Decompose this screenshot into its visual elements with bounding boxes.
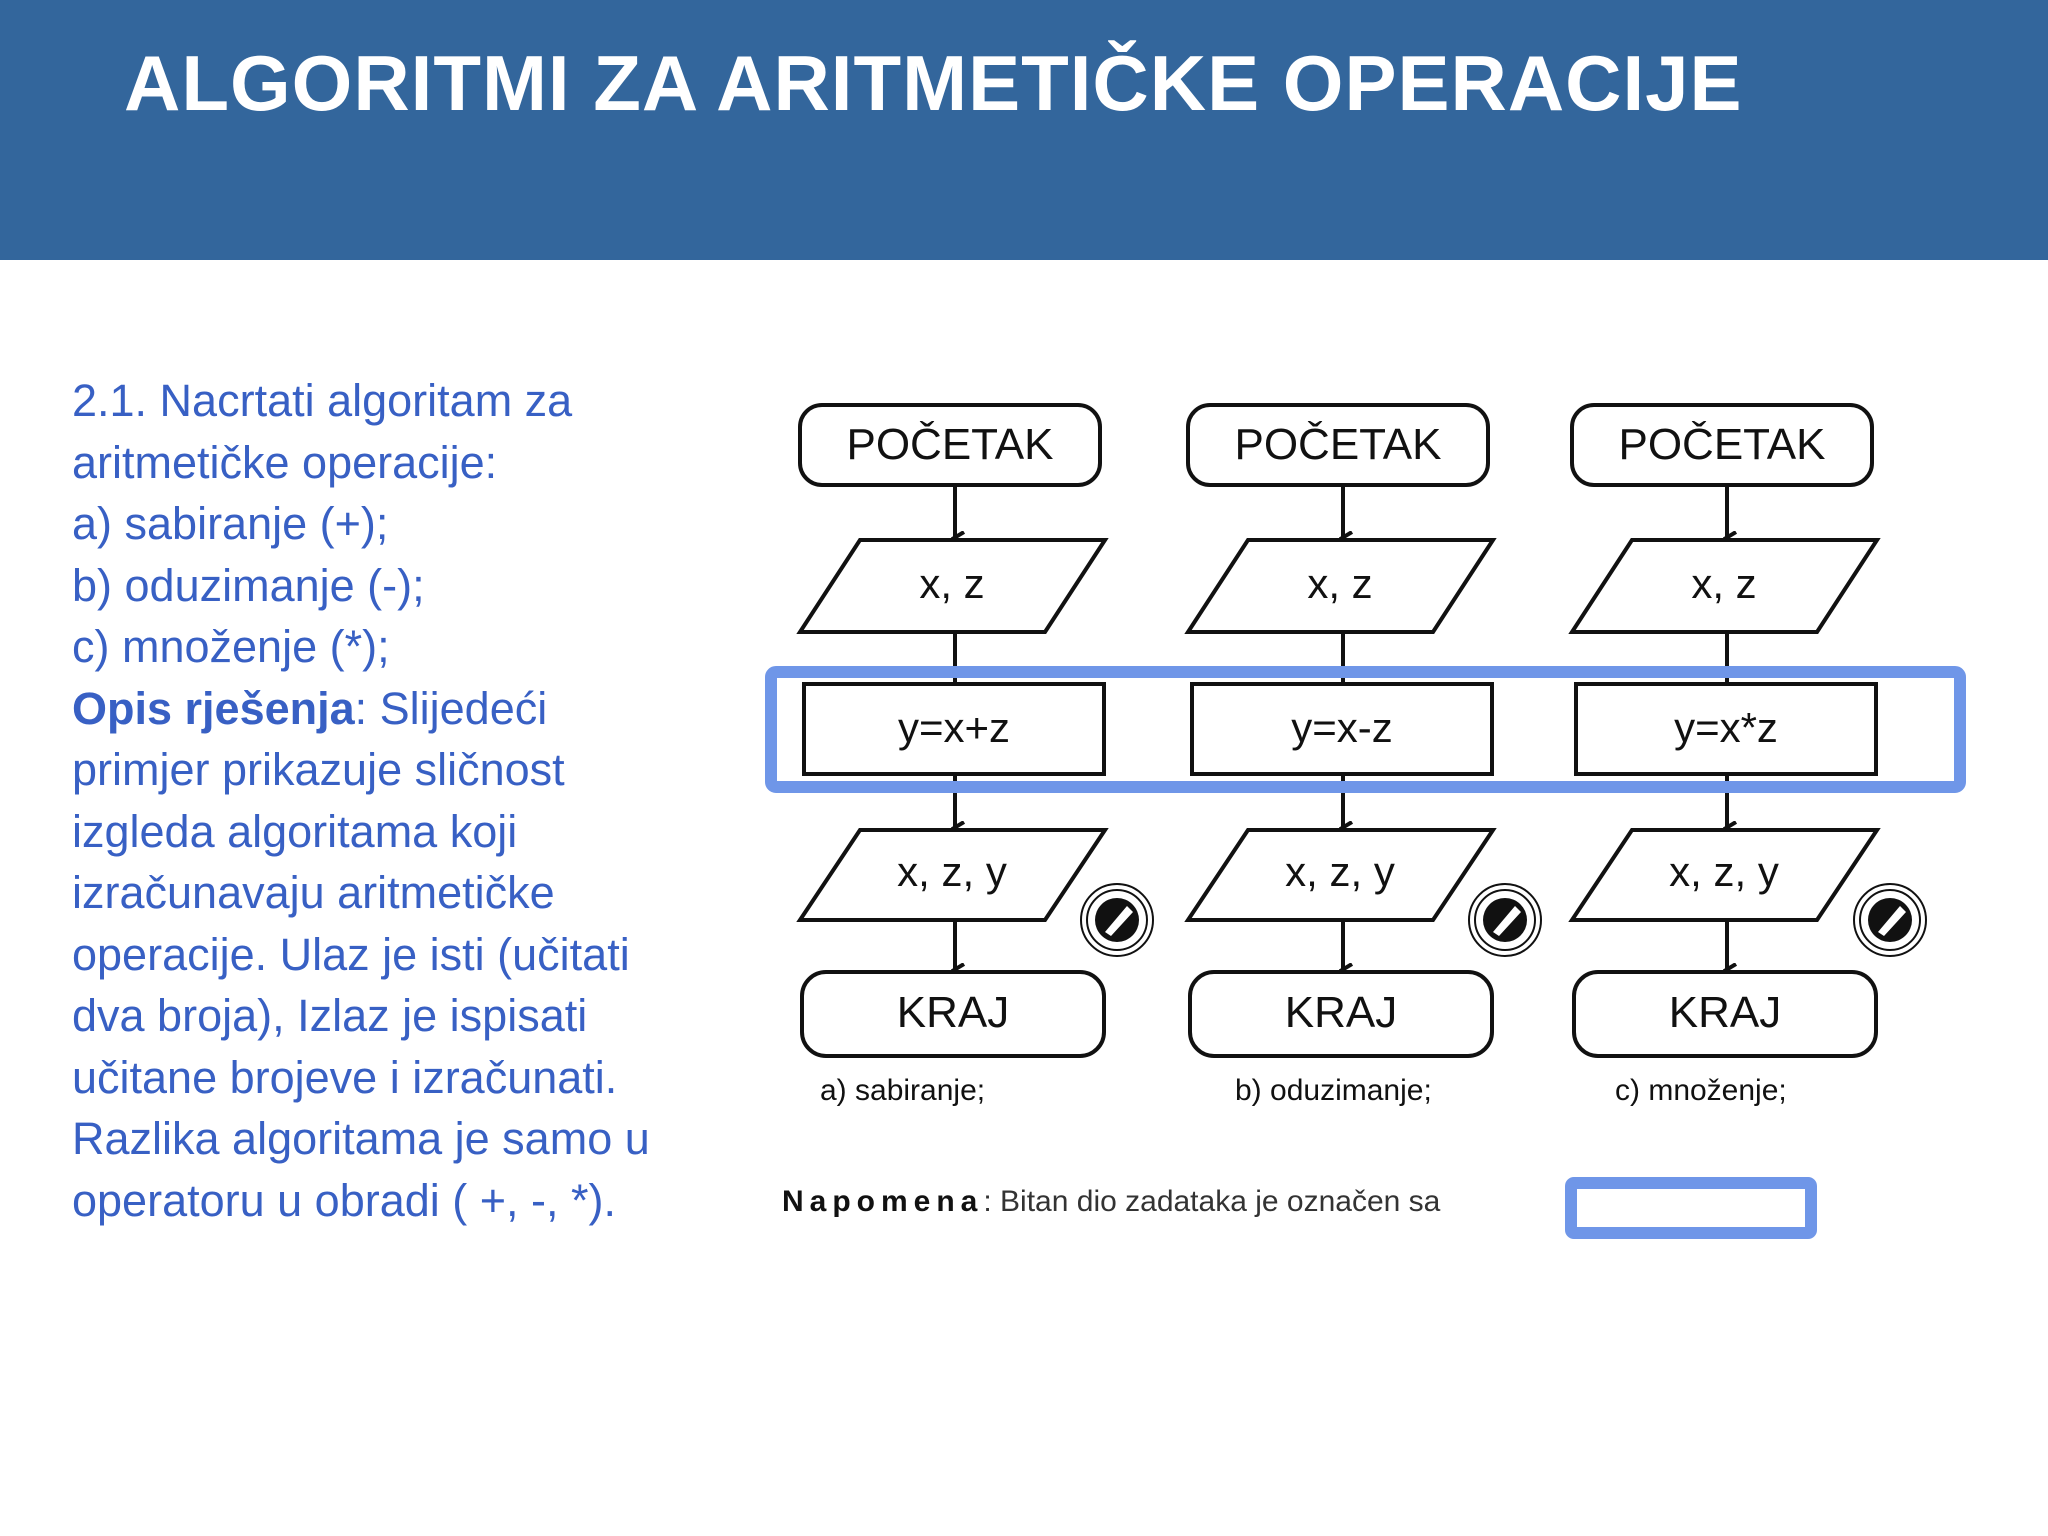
flowchart-caption: a) sabiranje; xyxy=(820,1074,986,1107)
input-label: x, z xyxy=(1307,560,1373,607)
task-line: aritmetičke operacije: xyxy=(72,436,498,488)
flowchart-caption: c) množenje; xyxy=(1615,1074,1787,1107)
input-label: x, z xyxy=(1691,560,1757,607)
task-line: a) sabiranje (+); xyxy=(72,498,389,549)
note-text: : Bitan dio zadataka je označen sa xyxy=(983,1185,1441,1218)
header-bar xyxy=(0,0,2048,260)
process-label: y=x*z xyxy=(1674,704,1778,751)
start-label: POČETAK xyxy=(1618,420,1826,469)
solution-line: operatoru u obradi ( +, -, *). xyxy=(72,1174,617,1226)
solution-line: primjer prikazuje sličnost xyxy=(72,744,565,795)
solution-line: dva broja), Izlaz je ispisati xyxy=(72,990,588,1041)
solution-line: operacije. Ulaz je isti (učitati xyxy=(72,928,630,980)
printer-icon xyxy=(1469,884,1541,956)
flowchart-multiplication xyxy=(1572,405,1926,1107)
solution-line: izgleda algoritama koji xyxy=(72,805,518,857)
task-line: 2.1. Nacrtati algoritam za xyxy=(72,375,573,426)
flowchart-caption: b) oduzimanje; xyxy=(1235,1074,1432,1107)
note-highlight-sample xyxy=(1571,1183,1811,1233)
process-label: y=x+z xyxy=(897,704,1011,751)
solution-line: učitane brojeve i izračunati. xyxy=(72,1051,618,1103)
end-label: KRAJ xyxy=(896,988,1010,1037)
start-label: POČETAK xyxy=(846,420,1054,469)
solution-line: izračunavaju aritmetičke xyxy=(72,867,555,918)
process-label: y=x-z xyxy=(1291,704,1393,751)
note xyxy=(782,1185,1441,1218)
input-label: x, z xyxy=(919,560,985,607)
note-label: Napomena xyxy=(782,1185,984,1218)
solution-label: Opis rješenja xyxy=(72,682,355,734)
output-label: x, z, y xyxy=(1669,848,1779,895)
task-line: b) oduzimanje (-); xyxy=(72,559,425,611)
solution-text: : Slijedeći xyxy=(354,682,548,734)
page-title: ALGORITMI ZA ARITMETIČKE OPERACIJE xyxy=(124,39,1743,127)
task-line: c) množenje (*); xyxy=(72,621,390,672)
flowchart-diagram xyxy=(760,390,1990,1270)
start-label: POČETAK xyxy=(1234,420,1442,469)
output-label: x, z, y xyxy=(1285,848,1395,895)
end-label: KRAJ xyxy=(1284,988,1398,1037)
solution-line: Razlika algoritama je samo u xyxy=(72,1113,650,1164)
solution-line xyxy=(72,678,772,740)
output-label: x, z, y xyxy=(897,848,1007,895)
printer-icon xyxy=(1854,884,1926,956)
printer-icon xyxy=(1081,884,1153,956)
flowchart-subtraction xyxy=(1188,405,1541,1107)
end-label: KRAJ xyxy=(1668,988,1782,1037)
flowchart-addition xyxy=(800,405,1153,1107)
task-text xyxy=(72,370,772,1231)
